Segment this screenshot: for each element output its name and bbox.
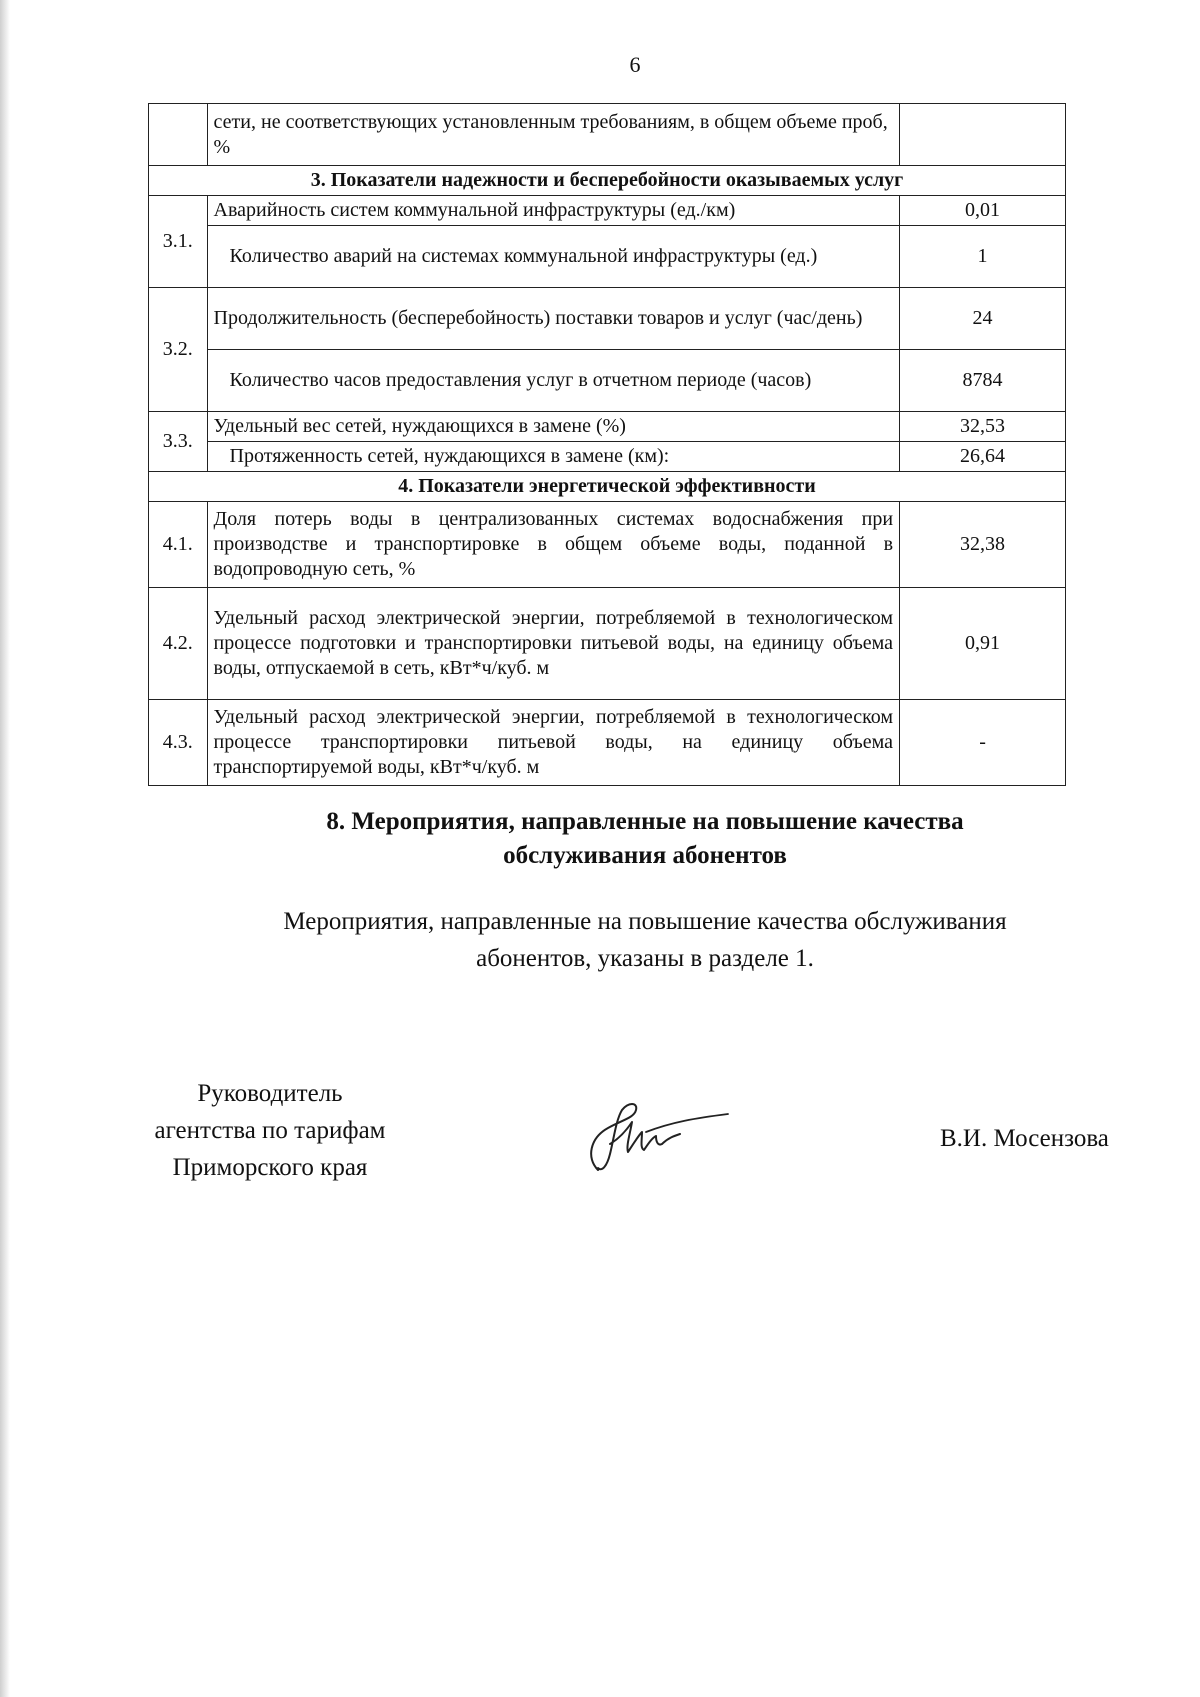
row-number-4-1: 4.1.	[149, 502, 208, 588]
table-row	[149, 196, 1066, 226]
signer-title	[110, 1075, 430, 1186]
indicator-value: 32,38	[900, 502, 1066, 588]
row-number-3-1: 3.1.	[149, 196, 208, 288]
table-row	[149, 700, 1066, 786]
table-row	[149, 442, 1066, 472]
indicator-value: 0,91	[900, 588, 1066, 700]
table-row	[149, 226, 1066, 288]
table-row	[149, 104, 1066, 166]
handwritten-signature	[576, 1088, 736, 1178]
table-row	[149, 350, 1066, 412]
indicator-value: 26,64	[900, 442, 1066, 472]
indicator-value: 1	[900, 226, 1066, 288]
indicators-table	[148, 103, 1066, 786]
section-row	[149, 166, 1066, 196]
indicator-description: Продолжительность (бесперебойность) поставки товаров и услуг (час/день)	[207, 288, 900, 350]
section-8-body	[0, 903, 1200, 977]
indented-text: Количество часов предоставления услуг в отчетном периоде (часов)	[229, 369, 812, 391]
indicator-description: Удельный расход электрической энергии, потребляемой в технологическом процессе подготовки и транспортировки питьевой воды, на единицу объема воды, отпускаемой в сеть, кВт*ч/куб. м	[207, 588, 900, 700]
section-heading-4: 4. Показатели энергетической эффективности	[149, 472, 1066, 502]
signer-title-line: Приморского края	[172, 1154, 368, 1181]
indicator-description	[207, 226, 900, 288]
indicator-description	[207, 350, 900, 412]
signer-name: В.И. Мосензова	[940, 1125, 1109, 1152]
signer-title-line: агентства по тарифам	[154, 1117, 386, 1144]
indicator-value: 0,01	[900, 196, 1066, 226]
section-8-body-line: Мероприятия, направленные на повышение качества обслуживания	[283, 908, 1007, 935]
indicator-description	[207, 442, 900, 472]
table-row	[149, 502, 1066, 588]
indicator-description: сети, не соответствующих установленным требованиям, в общем объеме проб, %	[207, 104, 900, 166]
section-row	[149, 472, 1066, 502]
section-8-heading	[0, 805, 1200, 873]
indicator-value: 8784	[900, 350, 1066, 412]
row-number-cell	[149, 104, 208, 166]
row-number-3-2: 3.2.	[149, 288, 208, 412]
section-8-body-line: абонентов, указаны в разделе 1.	[476, 945, 814, 972]
indicator-value: 24	[900, 288, 1066, 350]
row-number-4-2: 4.2.	[149, 588, 208, 700]
indented-text: Количество аварий на системах коммунальной инфраструктуры (ед.)	[229, 245, 818, 267]
indicator-description: Удельный вес сетей, нуждающихся в замене (%)	[207, 412, 900, 442]
indented-text: Протяженность сетей, нуждающихся в замене (км):	[229, 445, 670, 467]
row-number-4-3: 4.3.	[149, 700, 208, 786]
section-8-heading-line: 8. Мероприятия, направленные на повышение качества	[326, 808, 964, 835]
section-heading-3: 3. Показатели надежности и бесперебойности оказываемых услуг	[149, 166, 1066, 196]
indicator-value: 32,53	[900, 412, 1066, 442]
indicator-description: Аварийность систем коммунальной инфраструктуры (ед./км)	[207, 196, 900, 226]
table-row	[149, 588, 1066, 700]
indicator-value	[900, 104, 1066, 166]
section-8-heading-line: обслуживания абонентов	[503, 842, 787, 869]
indicator-description: Удельный расход электрической энергии, потребляемой в технологическом процессе транспортировки питьевой воды, на единицу объема транспортируемой воды, кВт*ч/куб. м	[207, 700, 900, 786]
table-row	[149, 288, 1066, 350]
table-row	[149, 412, 1066, 442]
indicator-description: Доля потерь воды в централизованных системах водоснабжения при производстве и транспортировке в общем объеме воды, поданной в водопроводную сеть, %	[207, 502, 900, 588]
signer-title-line: Руководитель	[197, 1080, 343, 1107]
page-number: 6	[629, 52, 641, 77]
indicator-value: -	[900, 700, 1066, 786]
row-number-3-3: 3.3.	[149, 412, 208, 472]
